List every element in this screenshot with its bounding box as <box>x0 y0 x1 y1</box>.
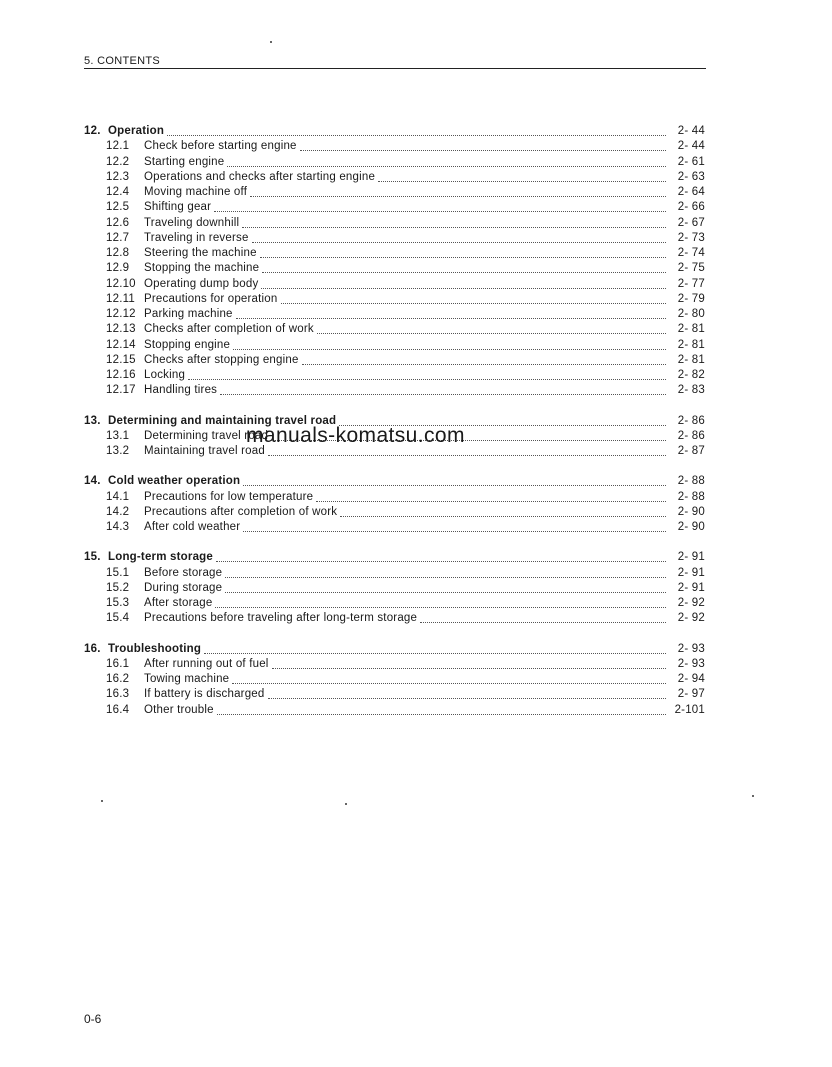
toc-subsection-entry[interactable] <box>84 155 705 170</box>
entry-number: 16.3 <box>106 688 130 701</box>
dot-leader <box>243 521 666 532</box>
entry-number: 12.9 <box>106 262 130 275</box>
dot-leader <box>225 582 666 593</box>
dot-leader <box>232 673 666 684</box>
entry-number: 12.4 <box>106 186 130 198</box>
entry-number: 15.1 <box>106 566 130 579</box>
entry-page-number: 2- 92 <box>677 612 705 625</box>
dot-leader <box>243 475 666 486</box>
entry-page-number: 2- 63 <box>677 170 705 183</box>
entry-number: 15. <box>84 551 101 564</box>
entry-number: 12.14 <box>106 338 136 351</box>
entry-number: 12.16 <box>106 369 136 381</box>
entry-title: Moving machine off <box>144 186 248 198</box>
dot-leader <box>250 186 666 197</box>
entry-title: Precautions before traveling after long-term storage <box>144 612 418 625</box>
dot-leader <box>242 217 666 228</box>
toc-subsection-entry[interactable] <box>84 353 705 368</box>
entry-title: After storage <box>144 597 213 609</box>
toc-subsection-entry[interactable] <box>84 657 705 672</box>
page-header: 5. CONTENTS <box>84 55 706 69</box>
entry-number: 14.2 <box>106 505 130 518</box>
dot-leader <box>214 201 666 212</box>
entry-number: 12.3 <box>106 170 130 183</box>
entry-title: During storage <box>144 581 223 594</box>
entry-page-number: 2- 77 <box>677 277 705 290</box>
entry-page-number: 2- 73 <box>677 231 705 244</box>
entry-page-number: 2- 88 <box>677 475 705 488</box>
entry-page-number: 2- 81 <box>677 323 705 336</box>
toc-subsection-entry[interactable] <box>84 566 705 581</box>
entry-page-number: 2- 94 <box>677 673 705 685</box>
entry-title: Determining travel road <box>144 429 269 442</box>
entry-page-number: 2- 81 <box>677 353 705 366</box>
entry-page-number: 2- 90 <box>677 505 705 518</box>
toc-subsection-entry[interactable] <box>84 581 705 596</box>
toc-subsection-entry[interactable] <box>84 307 705 322</box>
entry-title: Determining and maintaining travel road <box>108 414 337 427</box>
toc-subsection-entry[interactable] <box>84 611 705 626</box>
entry-number: 15.3 <box>106 597 130 609</box>
entry-page-number: 2- 97 <box>677 688 705 701</box>
dot-leader <box>268 688 667 699</box>
dot-leader <box>378 171 666 182</box>
toc-section <box>84 124 705 399</box>
entry-title: After running out of fuel <box>144 657 269 670</box>
entry-number: 12.15 <box>106 353 136 366</box>
dot-leader <box>227 156 666 167</box>
entry-title: Shifting gear <box>144 201 212 214</box>
entry-title: Cold weather operation <box>108 475 241 488</box>
entry-number: 12.13 <box>106 323 136 336</box>
dot-leader <box>252 232 666 243</box>
entry-number: 12. <box>84 125 101 137</box>
entry-page-number: 2- 86 <box>677 414 705 427</box>
toc-chapter-entry[interactable] <box>84 642 705 657</box>
entry-page-number: 2- 83 <box>677 384 705 397</box>
entry-title: Precautions after completion of work <box>144 505 338 518</box>
entry-title: Handling tires <box>144 384 218 397</box>
toc-section <box>84 550 705 626</box>
entry-title: Before storage <box>144 566 223 579</box>
dot-leader <box>260 247 666 258</box>
dot-leader <box>225 567 666 578</box>
dot-leader <box>216 551 666 562</box>
toc-subsection-entry[interactable] <box>84 322 705 337</box>
entry-page-number: 2- 79 <box>677 292 705 305</box>
entry-number: 12.17 <box>106 384 136 397</box>
toc-subsection-entry[interactable] <box>84 200 705 215</box>
scan-speck <box>270 41 272 43</box>
entry-title: Long-term storage <box>108 551 213 564</box>
entry-page-number: 2- 93 <box>677 642 705 655</box>
entry-number: 15.4 <box>106 612 130 625</box>
toc-subsection-entry[interactable] <box>84 490 705 505</box>
entry-title: Traveling in reverse <box>144 231 249 244</box>
entry-number: 13. <box>84 414 101 427</box>
dot-leader <box>188 369 666 380</box>
entry-page-number: 2- 86 <box>677 429 705 442</box>
scan-speck <box>101 800 103 802</box>
dot-leader <box>233 339 666 350</box>
entry-number: 12.11 <box>106 292 135 305</box>
toc-subsection-entry[interactable] <box>84 596 705 611</box>
toc-subsection-entry[interactable] <box>84 216 705 231</box>
entry-page-number: 2- 74 <box>677 247 705 259</box>
entry-page-number: 2- 61 <box>677 155 705 168</box>
dot-leader <box>262 262 666 273</box>
dot-leader <box>167 125 666 136</box>
toc-subsection-entry[interactable] <box>84 687 705 702</box>
dot-leader <box>236 308 666 319</box>
entry-title: Starting engine <box>144 155 225 168</box>
toc-section <box>84 474 705 535</box>
entry-title: Stopping engine <box>144 338 231 351</box>
dot-leader <box>340 506 666 517</box>
entry-page-number: 2- 92 <box>677 597 705 609</box>
toc-subsection-entry[interactable] <box>84 383 705 398</box>
watermark-text: manuals-komatsu.com <box>246 424 465 447</box>
toc-subsection-entry[interactable] <box>84 292 705 307</box>
dot-leader <box>317 323 666 334</box>
dot-leader <box>300 140 666 151</box>
toc-subsection-entry[interactable] <box>84 277 705 292</box>
entry-page-number: 2- 87 <box>677 445 705 457</box>
entry-page-number: 2- 44 <box>677 125 705 137</box>
entry-number: 13.1 <box>106 429 130 442</box>
entry-number: 12.12 <box>106 308 136 320</box>
dot-leader <box>316 491 666 502</box>
entry-page-number: 2- 80 <box>677 308 705 320</box>
entry-title: Other trouble <box>144 703 214 716</box>
dot-leader <box>272 658 666 669</box>
scan-speck <box>752 795 754 797</box>
entry-number: 12.1 <box>106 140 130 153</box>
entry-title: Stopping the machine <box>144 262 260 275</box>
entry-number: 13.2 <box>106 445 130 457</box>
entry-number: 16.1 <box>106 657 130 670</box>
toc-subsection-entry[interactable] <box>84 139 705 154</box>
entry-page-number: 2- 88 <box>677 490 705 503</box>
entry-title: If battery is discharged <box>144 688 265 701</box>
toc-chapter-entry[interactable] <box>84 124 705 139</box>
dot-leader <box>217 704 666 715</box>
page-number: 0-6 <box>84 1012 102 1026</box>
entry-number: 12.5 <box>106 201 130 214</box>
entry-page-number: 2- 66 <box>677 201 705 214</box>
entry-page-number: 2- 64 <box>677 186 705 198</box>
dot-leader <box>420 612 666 623</box>
entry-title: Precautions for operation <box>144 292 278 305</box>
dot-leader <box>302 354 666 365</box>
toc-subsection-entry[interactable] <box>84 246 705 261</box>
entry-number: 16.2 <box>106 673 130 685</box>
toc-subsection-entry[interactable] <box>84 520 705 535</box>
entry-title: Parking machine <box>144 308 233 320</box>
toc-section <box>84 642 705 718</box>
toc-subsection-entry[interactable] <box>84 261 705 276</box>
entry-title: Locking <box>144 369 186 381</box>
entry-number: 14.1 <box>106 490 130 503</box>
dot-leader <box>204 643 666 654</box>
entry-page-number: 2-101 <box>674 703 705 716</box>
entry-title: Operation <box>108 125 165 137</box>
entry-title: Traveling downhill <box>144 216 240 229</box>
entry-title: Maintaining travel road <box>144 445 265 457</box>
entry-page-number: 2- 91 <box>677 566 705 579</box>
dot-leader <box>215 597 666 608</box>
entry-page-number: 2- 90 <box>677 521 705 533</box>
entry-page-number: 2- 81 <box>677 338 705 351</box>
entry-title: Checks after completion of work <box>144 323 314 336</box>
entry-number: 16. <box>84 642 101 655</box>
toc-subsection-entry[interactable] <box>84 185 705 200</box>
toc-subsection-entry[interactable] <box>84 231 705 246</box>
entry-title: Troubleshooting <box>108 642 202 655</box>
entry-page-number: 2- 75 <box>677 262 705 275</box>
entry-title: Operating dump body <box>144 277 259 290</box>
dot-leader <box>261 278 666 289</box>
entry-number: 12.2 <box>106 155 130 168</box>
dot-leader <box>220 384 666 395</box>
entry-title: Check before starting engine <box>144 140 297 153</box>
toc-subsection-entry[interactable] <box>84 170 705 185</box>
toc-subsection-entry[interactable] <box>84 505 705 520</box>
entry-page-number: 2- 82 <box>677 369 705 381</box>
entry-page-number: 2- 91 <box>677 551 705 564</box>
scan-speck <box>345 803 347 805</box>
toc-chapter-entry[interactable] <box>84 474 705 489</box>
entry-number: 16.4 <box>106 703 130 716</box>
entry-number: 12.10 <box>106 277 136 290</box>
entry-page-number: 2- 93 <box>677 657 705 670</box>
toc-subsection-entry[interactable] <box>84 703 705 718</box>
entry-number: 12.7 <box>106 231 130 244</box>
entry-title: Checks after stopping engine <box>144 353 299 366</box>
toc-subsection-entry[interactable] <box>84 338 705 353</box>
entry-title: Towing machine <box>144 673 230 685</box>
entry-title: Precautions for low temperature <box>144 490 314 503</box>
dot-leader <box>281 293 667 304</box>
entry-page-number: 2- 67 <box>677 216 705 229</box>
entry-title: After cold weather <box>144 521 241 533</box>
entry-title: Steering the machine <box>144 247 257 259</box>
entry-page-number: 2- 91 <box>677 581 705 594</box>
entry-number: 15.2 <box>106 581 130 594</box>
toc-subsection-entry[interactable] <box>84 368 705 383</box>
entry-page-number: 2- 44 <box>677 140 705 153</box>
entry-number: 12.8 <box>106 247 130 259</box>
entry-title: Operations and checks after starting engine <box>144 170 376 183</box>
toc-chapter-entry[interactable] <box>84 550 705 565</box>
entry-number: 12.6 <box>106 216 130 229</box>
entry-number: 14.3 <box>106 521 130 533</box>
toc-subsection-entry[interactable] <box>84 672 705 687</box>
entry-number: 14. <box>84 475 101 488</box>
